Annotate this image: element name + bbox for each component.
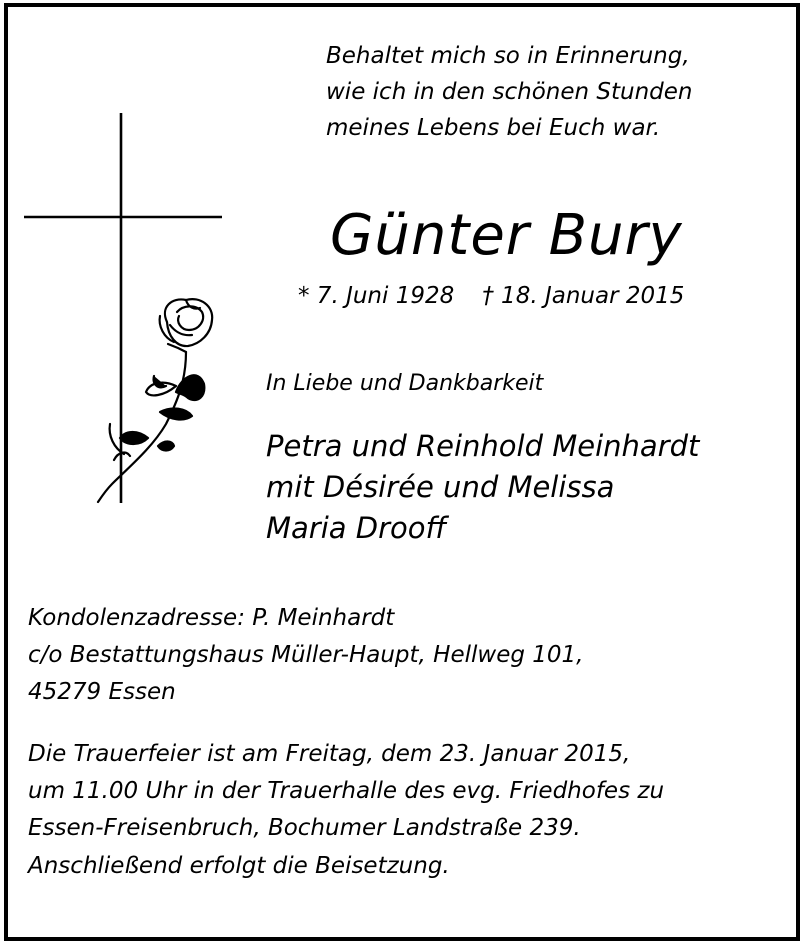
mourners-list bbox=[266, 426, 699, 549]
deceased-name: Günter Bury bbox=[330, 203, 683, 268]
condolence-address bbox=[28, 600, 583, 711]
ceremony-line: Die Trauerfeier ist am Freitag, dem 23. Januar 2015, bbox=[28, 741, 631, 767]
burial-note: Anschließend erfolgt die Beisetzung. bbox=[28, 853, 450, 879]
death-date: † 18. Januar 2015 bbox=[482, 283, 685, 309]
motto-line: meines Lebens bei Euch war. bbox=[326, 115, 661, 141]
mourner-line: Maria Drooff bbox=[266, 511, 447, 545]
condolence-line: c/o Bestattungshaus Müller-Haupt, Hellweg 101, bbox=[28, 642, 584, 668]
motto-line: wie ich in den schönen Stunden bbox=[326, 79, 693, 105]
mourners-intro: In Liebe und Dankbarkeit bbox=[266, 371, 544, 396]
birth-date: * 7. Juni 1928 bbox=[298, 283, 455, 309]
rose-icon bbox=[98, 299, 212, 502]
mourner-line: Petra und Reinhold Meinhardt bbox=[266, 429, 700, 463]
motto-quote bbox=[326, 38, 693, 146]
life-dates bbox=[298, 278, 684, 314]
condolence-line: 45279 Essen bbox=[28, 679, 176, 705]
motto-line: Behaltet mich so in Erinnerung, bbox=[326, 43, 690, 69]
mourner-line: mit Désirée und Melissa bbox=[266, 470, 615, 504]
ceremony-line: Essen-Freisenbruch, Bochumer Landstraße 239. bbox=[28, 815, 581, 841]
funeral-ceremony-info bbox=[28, 736, 664, 847]
condolence-line: Kondolenzadresse: P. Meinhardt bbox=[28, 605, 395, 631]
ceremony-line: um 11.00 Uhr in der Trauerhalle des evg. Friedhofes zu bbox=[28, 778, 665, 804]
